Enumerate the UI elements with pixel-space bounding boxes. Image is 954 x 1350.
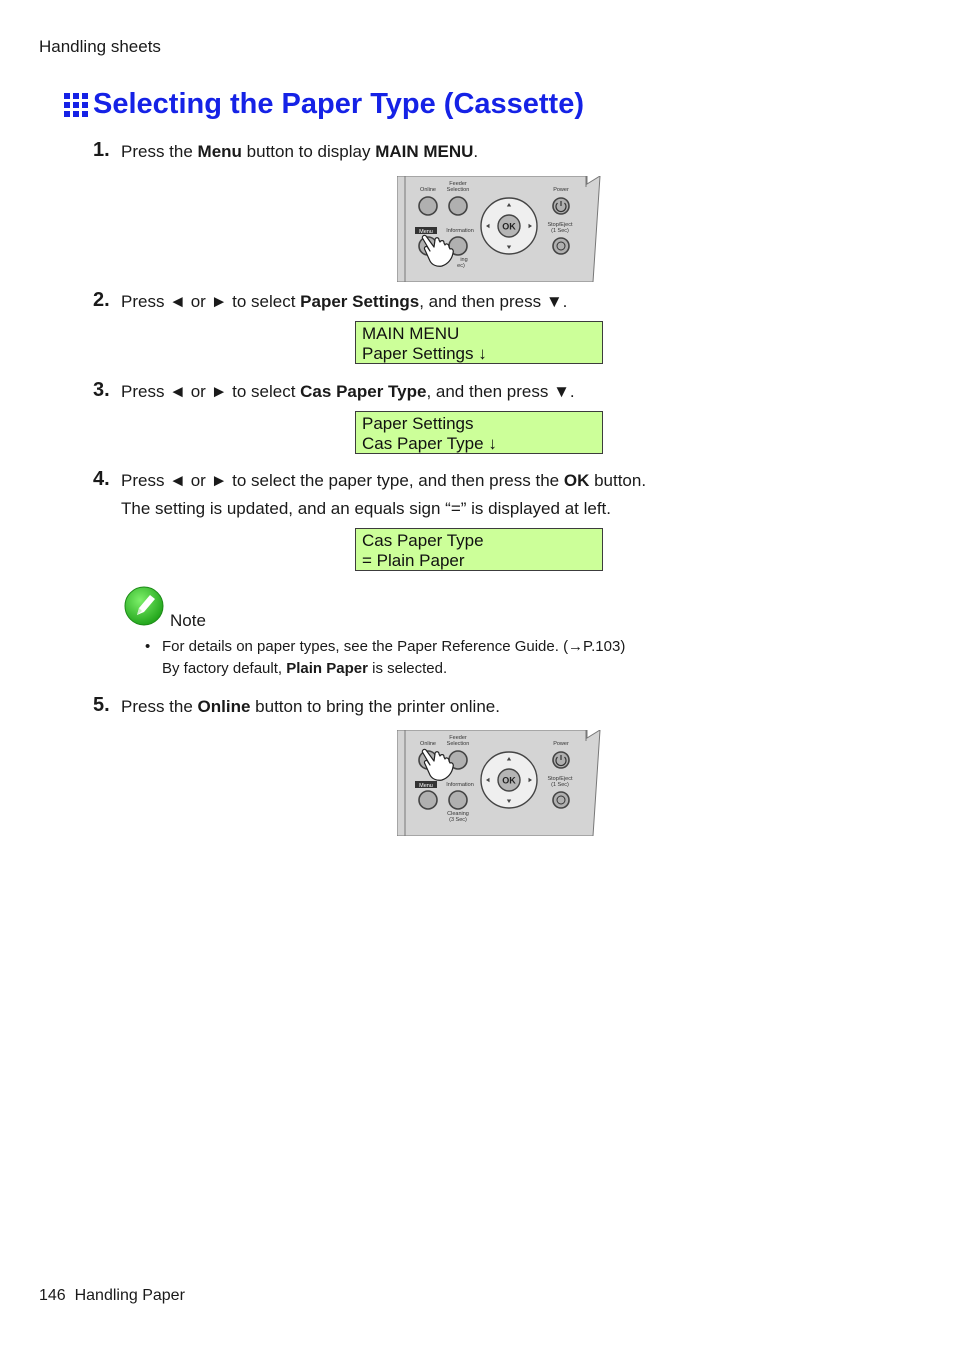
cleaning-time-label: (3 Sec) <box>449 817 467 823</box>
online-button <box>419 197 437 215</box>
lcd-line-1: Paper Settings <box>362 414 474 433</box>
control-panel-illustration <box>397 176 601 282</box>
bullet: • <box>145 638 151 655</box>
step-instruction: Press the Online button to bring the printer online. <box>121 697 500 716</box>
feeder-label: Feeder <box>449 735 467 741</box>
information-button <box>449 791 467 809</box>
selection-label: Selection <box>446 741 470 747</box>
step-number: 4. <box>93 468 110 490</box>
step-number: 5. <box>93 694 110 716</box>
lcd-display <box>355 321 603 364</box>
selection-label: Selection <box>446 187 470 193</box>
grid-icon <box>64 93 88 117</box>
lcd-line-1: Cas Paper Type <box>362 531 484 550</box>
ok-label: OK <box>502 221 516 232</box>
information-label: Information <box>446 228 474 234</box>
step-instruction: Press the Menu button to display MAIN MENU. <box>121 142 479 161</box>
lcd-line-2: Cas Paper Type ↓ <box>362 434 497 453</box>
note-pencil-icon <box>124 586 164 626</box>
stop-eject-time-label: (1 Sec) <box>551 228 569 234</box>
step-number: 1. <box>93 139 110 161</box>
note-line: For details on paper types, see the Paper Reference Guide. (→P.103) <box>162 638 626 655</box>
power-label: Power <box>553 187 569 193</box>
step-instruction: Press ◄ or ► to select Paper Settings, and then press ▼. <box>121 292 568 311</box>
page-footer <box>39 1287 185 1305</box>
cleaning-label: ing <box>460 257 468 263</box>
step-instruction: Press ◄ or ► to select the paper type, and then press the OK button. <box>121 471 647 490</box>
step-number: 2. <box>93 289 110 311</box>
step-result: The setting is updated, and an equals sign “=” is displayed at left. <box>121 499 611 518</box>
cleaning-label: Cleaning <box>447 811 469 817</box>
feeder-selection-button <box>449 197 467 215</box>
menu-label: Menu <box>419 783 433 789</box>
stop-eject-time-label: (1 Sec) <box>551 782 569 788</box>
running-header: Handling sheets <box>39 37 161 56</box>
feeder-label: Feeder <box>449 181 467 187</box>
stop-eject-label: Stop/Eject <box>547 776 573 782</box>
lcd-display <box>355 411 603 454</box>
note-line: By factory default, Plain Paper is selected. <box>162 660 448 677</box>
cleaning-time-label: ec) <box>457 263 465 269</box>
menu-button <box>419 791 437 809</box>
ok-label: OK <box>502 775 516 786</box>
page-number: 146 <box>39 1287 66 1304</box>
page-title <box>64 88 584 121</box>
control-panel-illustration <box>397 730 601 836</box>
step-number: 3. <box>93 379 110 401</box>
power-label: Power <box>553 741 569 747</box>
stop-eject-button <box>553 238 569 254</box>
online-label: Online <box>420 741 436 747</box>
information-label: Information <box>446 782 474 788</box>
note-list <box>145 636 625 680</box>
menu-label: Menu <box>419 229 433 235</box>
step-instruction: Press ◄ or ► to select Cas Paper Type, and then press ▼. <box>121 382 575 401</box>
lcd-line-2: = Plain Paper <box>362 551 465 570</box>
title-text: Selecting the Paper Type (Cassette) <box>93 88 585 120</box>
lcd-line-2: Paper Settings ↓ <box>362 344 487 363</box>
lcd-line-1: MAIN MENU <box>362 324 460 343</box>
lcd-display <box>355 528 603 571</box>
online-label: Online <box>420 187 436 193</box>
note-label: Note <box>170 611 206 630</box>
stop-eject-label: Stop/Eject <box>547 222 573 228</box>
stop-eject-button <box>553 792 569 808</box>
footer-section: Handling Paper <box>74 1287 185 1304</box>
